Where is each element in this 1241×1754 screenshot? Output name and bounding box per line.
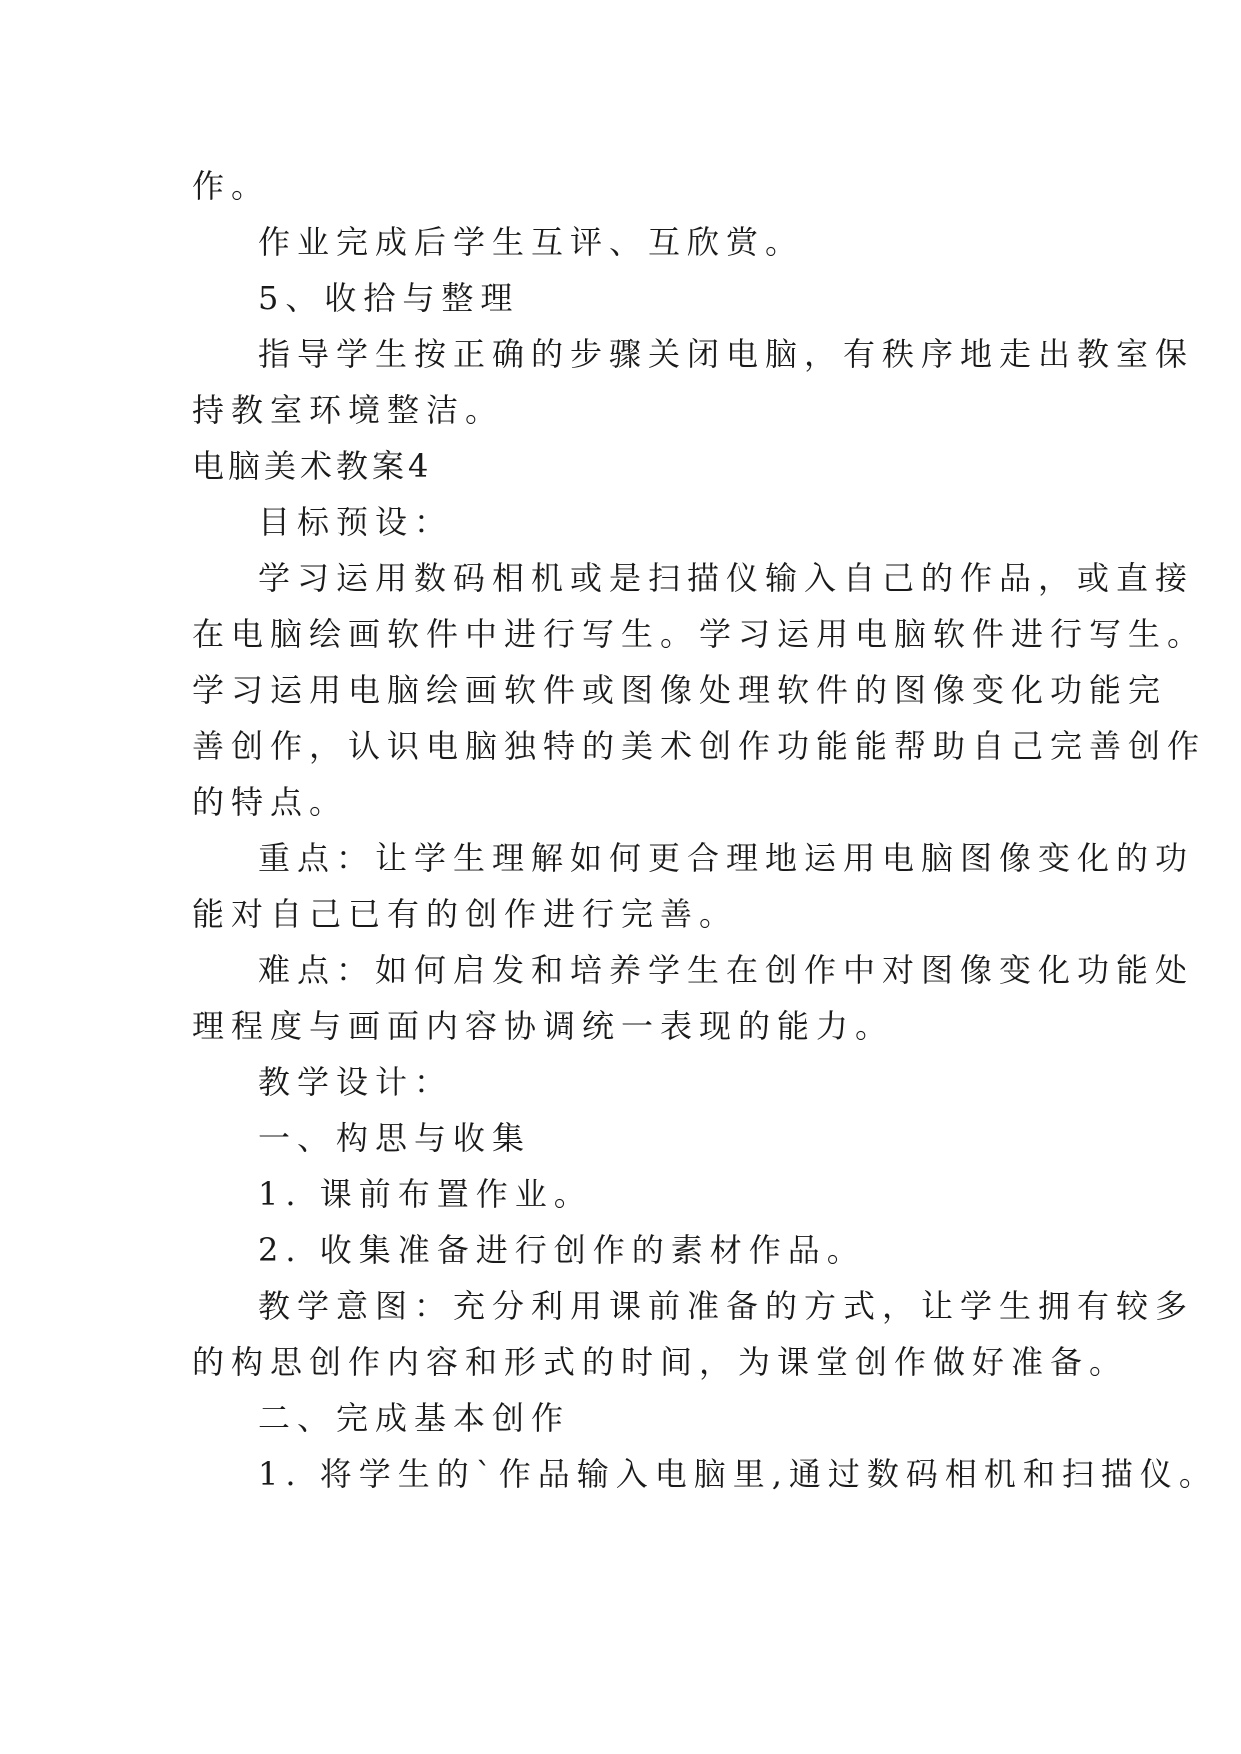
paragraph-line: 难点：如何启发和培养学生在创作中对图像变化功能处 (258, 951, 1195, 989)
subheading: 教学设计： (258, 1063, 454, 1101)
paragraph-line: 学习运用电脑绘画软件或图像处理软件的图像变化功能完 (192, 671, 1168, 709)
paragraph-line: 理程度与画面内容协调统一表现的能力。 (192, 1007, 895, 1045)
paragraph-line: 的特点。 (192, 783, 349, 821)
numbered-item: 1. 课前布置作业。 (258, 1175, 593, 1213)
paragraph-line: 在电脑绘画软件中进行写生。学习运用电脑软件进行写生。 (192, 615, 1207, 653)
paragraph-line: 指导学生按正确的步骤关闭电脑，有秩序地走出教室保 (258, 335, 1195, 373)
numbered-item: 2. 收集准备进行创作的素材作品。 (258, 1231, 866, 1269)
paragraph-line: 善创作，认识电脑独特的美术创作功能能帮助自己完善创作 (192, 727, 1207, 765)
paragraph-line: 的构思创作内容和形式的时间，为课堂创作做好准备。 (192, 1343, 1129, 1381)
subheading: 一、构思与收集 (258, 1119, 532, 1157)
paragraph-line: 教学意图：充分利用课前准备的方式，让学生拥有较多 (258, 1287, 1195, 1325)
numbered-item: 5、收拾与整理 (258, 279, 520, 317)
subheading: 目标预设： (258, 503, 454, 541)
subheading: 二、完成基本创作 (258, 1399, 571, 1437)
paragraph-line: 持教室环境整洁。 (192, 391, 505, 429)
paragraph-line: 作业完成后学生互评、互欣赏。 (258, 223, 805, 261)
section-heading: 电脑美术教案4 (192, 447, 433, 485)
paragraph-line: 学习运用数码相机或是扫描仪输入自己的作品，或直接 (258, 559, 1195, 597)
numbered-item: 1. 将学生的`作品输入电脑里,通过数码相机和扫描仪。 (258, 1455, 1218, 1493)
paragraph-line: 能对自己已有的创作进行完善。 (192, 895, 739, 933)
paragraph-line: 重点：让学生理解如何更合理地运用电脑图像变化的功 (258, 839, 1195, 877)
paragraph-line: 作。 (192, 167, 271, 205)
